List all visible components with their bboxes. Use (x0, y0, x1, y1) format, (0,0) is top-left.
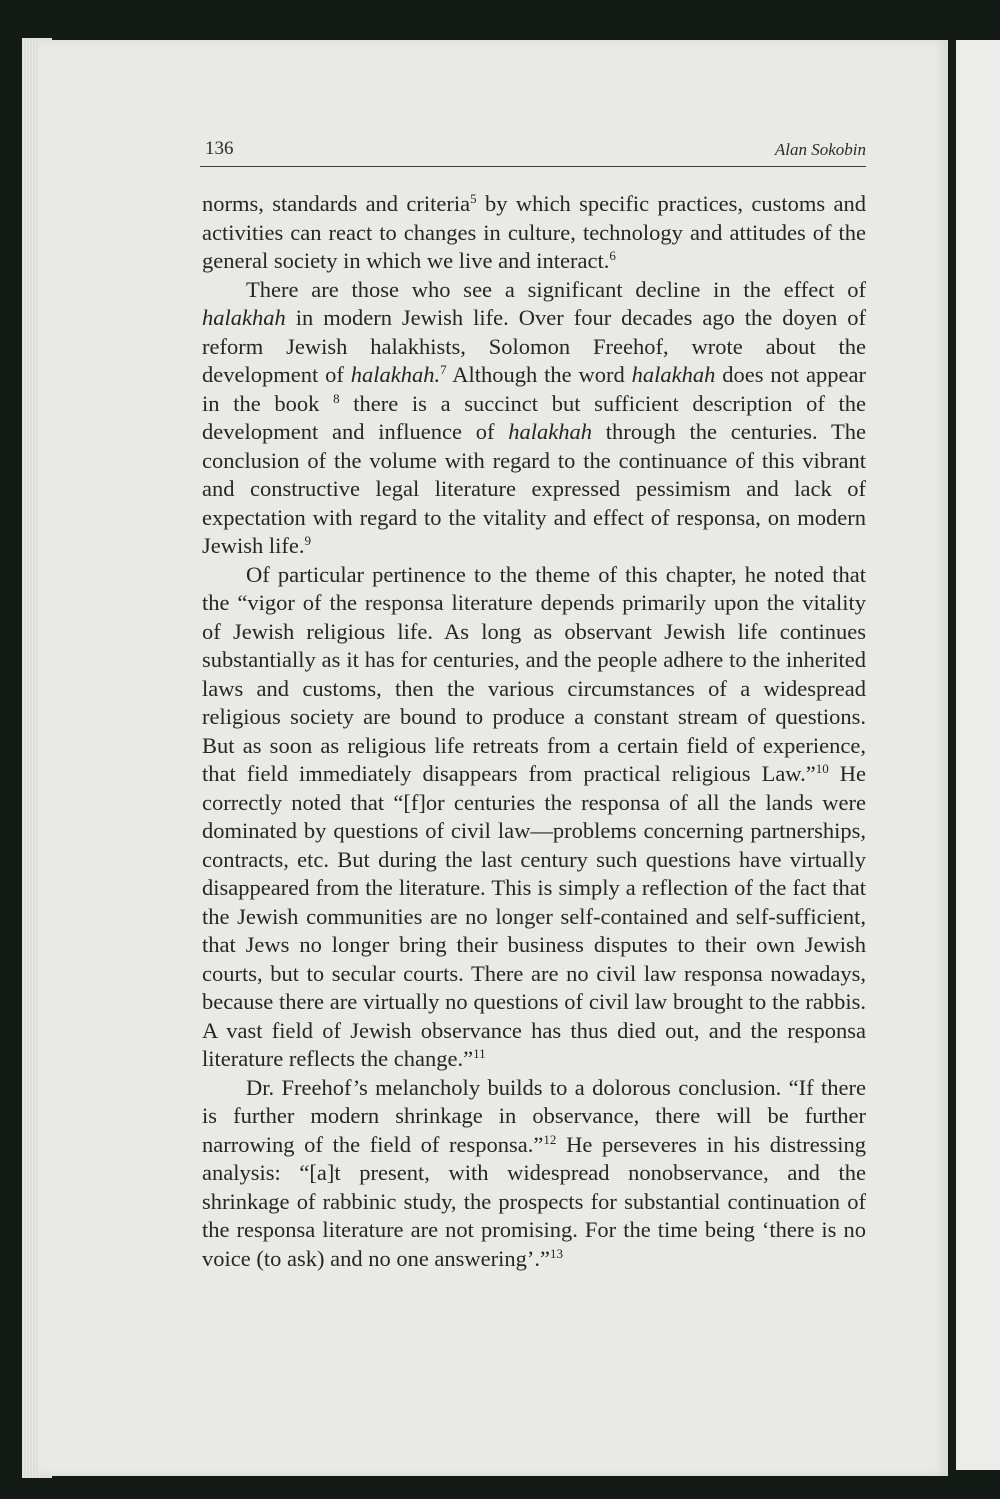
paragraph (202, 561, 866, 1074)
italic-term: halakhah. (350, 362, 441, 387)
italic-term: halakhah (202, 305, 286, 330)
text-run: does not appear in the book (202, 362, 866, 416)
text-run: in modern Jewish life. Over four decades ago the doyen of reform Jewish halakhists, Solomon Freehof, wrote about the development of (202, 305, 866, 387)
footnote-ref: 10 (815, 761, 829, 776)
footnote-ref: 6 (609, 248, 616, 263)
page-number: 136 (205, 138, 234, 159)
footnote-ref: 12 (543, 1131, 557, 1147)
footnote-ref: 7 (440, 362, 447, 377)
footnote-ref: 8 (333, 390, 340, 406)
paragraph (202, 190, 866, 276)
paragraph (202, 276, 866, 561)
text-run: Of particular pertinence to the theme of this chapter, he noted that the “vigor of the responsa literature depends primarily upon the vitality of Jewish religious life. As long as observant Jewish life continues substantially as it has for centuries, and the people adhere to the inherited laws and customs, then the various circumstances of a widespread religious society are bound to produce a constant stream of questions. But as soon as religious life retreats from a certain field of experience, that field immediately disappears from practical religious Law.” (202, 561, 866, 786)
italic-term: halakhah (631, 362, 716, 387)
running-head: Alan Sokobin (774, 140, 866, 159)
body-text (202, 190, 866, 1273)
footnote-ref: 13 (550, 1245, 564, 1261)
paragraph (202, 1074, 866, 1274)
text-run: norms, standards and criteria (202, 191, 471, 216)
italic-term: halakhah (508, 419, 592, 444)
text-run: there is a succinct but sufficient description of the development and influence of (202, 390, 866, 444)
footnote-ref: 9 (304, 533, 311, 548)
page-header (200, 138, 866, 167)
text-run: through the centuries. The conclusion of the volume with regard to the continuance of this vibrant and constructive legal literature expressed pessimism and lack of expectation with regard to the vitality and effect of responsa, on modern Jewish life. (202, 419, 866, 558)
text-run: Although the word (446, 362, 632, 387)
text-run: by which specific practices, customs and activities can react to changes in culture, technology and attitudes of the general society in which we live and interact. (202, 191, 866, 273)
footnote-ref: 5 (470, 191, 477, 206)
text-run: Dr. Freehof’s melancholy builds to a dolorous conclusion. “If there is further modern shrinkage in observance, there will be further narrowing of the field of responsa.” (202, 1074, 866, 1157)
text-run: He correctly noted that “[f]or centuries the responsa of all the lands were dominated by questions of civil law—problems concerning partnerships, contracts, etc. But during the last century such questions have virtually disappeared from the literature. This is simply a reflection of the fact that the Jewish communities are no longer self-contained and self-sufficient, that Jews no longer bring their business disputes to their own Jewish courts, but to secular courts. There are no civil law responsa nowadays, because there are virtually no questions of civil law brought to the rabbis. A vast field of Jewish observance has thus died out, and the responsa literature reflects the change.” (202, 761, 866, 1071)
footnote-ref: 11 (473, 1046, 486, 1061)
facing-page-edge (956, 40, 1000, 1470)
text-run: He perseveres in his distressing analysis: “[a]t present, with widespread nonobservance, and the shrinkage of rabbinic study, the prospects for substantial continuation of the responsa literature are not promising. For the time being ‘there is no voice (to ask) and no one answering’.” (202, 1131, 866, 1271)
text-run: There are those who see a significant decline in the effect of (246, 276, 866, 302)
